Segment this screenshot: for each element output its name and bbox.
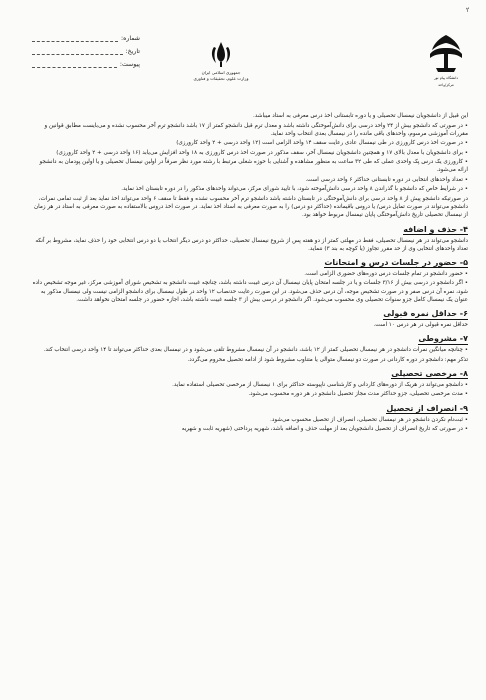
paragraph: دانشجو می‌تواند در هر نیمسال تحصیلی، فقط در مهلتی کمتر از دو هفته پس از شروع نیمسال تحصیلی، حداکثر دو درس دیگر انتخاب یا دو درس انتخابی خود را حذف نماید، مشروط بر آنکه تعداد واحدهای انتخابی وی از حد مقرر تجاوز (یا کوچه به بند ۳) ننماید. [35, 237, 468, 252]
university-logo-icon [424, 32, 468, 74]
bullet-paragraph: • تعداد واحدهای انتخابی در دوره تابستانی حداکثر ۶ واحد درسی است. [30, 176, 468, 184]
ministry-line: جمهوری اسلامی ایران [201, 70, 241, 75]
section-heading-text: ۶- حداقل نمره قبولی [383, 309, 468, 319]
paragraph: تذکر مهم: دانشجو در دوره کاردانی در صورت دو نیمسال متوالی یا متناوب مشروط شود از ادامه تحصیل محروم می‌گردد. [187, 356, 468, 363]
bullet-paragraph: • برای دانشجویان با معدل بالای ۱۷ و همچنین دانشجویان نیمسال آخر، سقف مذکور در صورت اخذ درس کارورزی به ۱۸ واحد افزایش می‌یابد (۱۶ واحد درسی + ۲ واحد کارورزی) [30, 149, 468, 157]
university-logo [420, 32, 472, 88]
section-heading [30, 258, 468, 268]
bullet-paragraph: • دانشجو می‌تواند در هریک از دوره‌های کاردانی و کارشناسی ناپیوسته حداکثر برای ۱ نیمسال از مرخصی تحصیلی استفاده نماید. [30, 381, 468, 389]
section-heading-text: ۹- انصراف از تحصیل [386, 403, 468, 413]
bullet-paragraph: • چنانچه میانگین نمرات دانشجو در هر نیمسال تحصیلی کمتر از ۱۲ باشد، دانشجو در آن نیمسال مشروط تلقی می‌شود و در نیمسال بعدی حداکثر می‌تواند تا ۱۴ واحد درسی انتخاب کند. [30, 346, 468, 354]
attachment-field [32, 58, 140, 71]
date-label: تاریخ: [125, 48, 140, 55]
university-caption-line: مرکز/واحد [438, 83, 454, 87]
section-heading [30, 225, 468, 235]
paragraph: این قبیل از دانشجویان نیمسال تحصیلی و یا دوره تابستانی اخذ درس معرفی به استاد میباشد. [253, 113, 468, 119]
university-caption-line: دانشگاه پیام نور [433, 76, 459, 80]
section-heading-text: ۴- حذف و اضافه [403, 224, 468, 234]
date-field [32, 45, 140, 58]
section-heading [30, 369, 468, 379]
attachment-line [32, 61, 117, 68]
number-label: شماره: [121, 35, 140, 42]
section-heading-text: ۸- مرخصی تحصیلی [391, 368, 468, 378]
corner-mark: ۲ [465, 5, 471, 15]
bullet-paragraph: • مدت مرخصی تحصیلی، جزو حداکثر مدت مجاز تحصیل دانشجو در هر دوره محسوب می‌شود. [30, 390, 468, 398]
bullet-paragraph: • ثبت‌نام نکردن دانشجو در هر نیمسال تحصیلی، انصراف از تحصیل محسوب می‌شود. [30, 416, 468, 424]
bullet-paragraph: • حضور دانشجو در تمام جلسات درس دوره‌های حضوری الزامی است. [30, 270, 468, 278]
number-field [32, 32, 140, 45]
bullet-paragraph: • در صورتی که دانشجو بیش از ۲۴ واحد درسی برای دانش‌آموختگی داشته باشد و معدل ترم قبل دانشجو کمتر از ۱۷ باشد دانشجو ترم آخر محسوب نشده و می‌بایست مطابق قوانین و مقررات آموزشی مرسوم، واحدهای باقی مانده را در نیمسال بعدی انتخاب واحد نماید. [30, 122, 468, 138]
date-line [32, 48, 123, 55]
national-emblem-icon [205, 38, 237, 70]
number-line [32, 35, 118, 42]
ministry-line: وزارت علوم، تحقیقات و فناوری [193, 76, 249, 81]
bullet-paragraph: • در صورتی که تاریخ انصراف از تحصیل دانشجویان بعد از مهلت حذف و اضافه باشد، شهریه پرداختی (شهریه ثابت و شهریه [30, 425, 468, 433]
section-heading [30, 309, 468, 319]
section-heading [30, 334, 468, 344]
bullet-paragraph: • در شرایط خاص که دانشجو با گذراندن ۸ واحد درسی دانش‌آموخته شود، با تایید شورای مرکز، می‌تواند واحدهای مذکور را در دوره تابستان اخذ نماید. [30, 185, 468, 193]
letterhead [0, 0, 486, 110]
section-heading-text: ۷- مشروطی [418, 334, 468, 344]
bullet-paragraph: • کارورزی یک درس پک واحدی عملی که طی ۳۲ ساعت به منظور مشاهده و آشنایی با حوزه شغلی مرتبط با رشته مورد نظر صرفاً در اولین نیمسال تحصیلی و یا اولین پودمان به دانشجو ارائه می‌شود. [30, 158, 468, 174]
paragraph: حداقل نمره قبولی در هر درس ۱۰ است. [373, 322, 468, 329]
ministry-caption [186, 70, 256, 82]
paragraph: در صورتیکه دانشجو پیش از ۸ واحد درسی برای دانش‌آموختگی در تابستان داشته باشد دانشجو ترم آخر محسوب نشده و فقط تا سقف ۶ واحد می‌تواند اخذ نماید بعد از ثبت تمامی نمرات، دانشجو می‌تواند در صورت تمایل درس/ یا دروس باقیمانده (حداکثر دو درس) را به صورت معرفی به استاد اخذ نماید. در صورت اخذ دروس بالاستفاده به صورت معرفی به استاد در هر زمان از نیمسال تحصیلی تاریخ دانش‌آموختگی پایان نیمسال مربوط خواهد بود. [34, 195, 468, 219]
bullet-paragraph: • در صورت اخذ درس کارورزی در طی نیمسال عادی رعایت سقف ۱۴ واحد الزامی است (۱۲ واحد درسی + ۲ واحد کارورزی) [30, 139, 468, 147]
section-heading-text: ۵- حضور در جلسات درس و امتحانات [324, 257, 468, 267]
bullet-paragraph: • اگر دانشجو در درسی بیش از ۳/۱۶ جلسات و یا در جلسه امتحان پایان نیمسال آن درس غیبت داشته باشد، چنانچه غیبت دانشجو به تشخیص شورای آموزشی مرکز، غیر موجه تشخیص داده شود، نمره آن درس صفر و در صورت تشخیص موجه، آن درس حذف می‌شود. در این صورت رعایت حدنصاب ۱۲ واحد در طول نیمسال برای دانشجو الزامی نیست ولی نیمسال مذکور به عنوان یک نیمسال کامل جزو سنوات تحصیلی وی محسوب می‌شود. اگر دانشجو در درسی بیش از ۳ جلسه غیبت داشته باشد، اجازه حضور در جلسه امتحان نخواهد داشت. [30, 279, 468, 304]
letter-meta-fields [32, 32, 140, 71]
section-heading [30, 404, 468, 414]
attachment-label: پیوست: [119, 61, 140, 68]
regulations-body [30, 112, 468, 435]
